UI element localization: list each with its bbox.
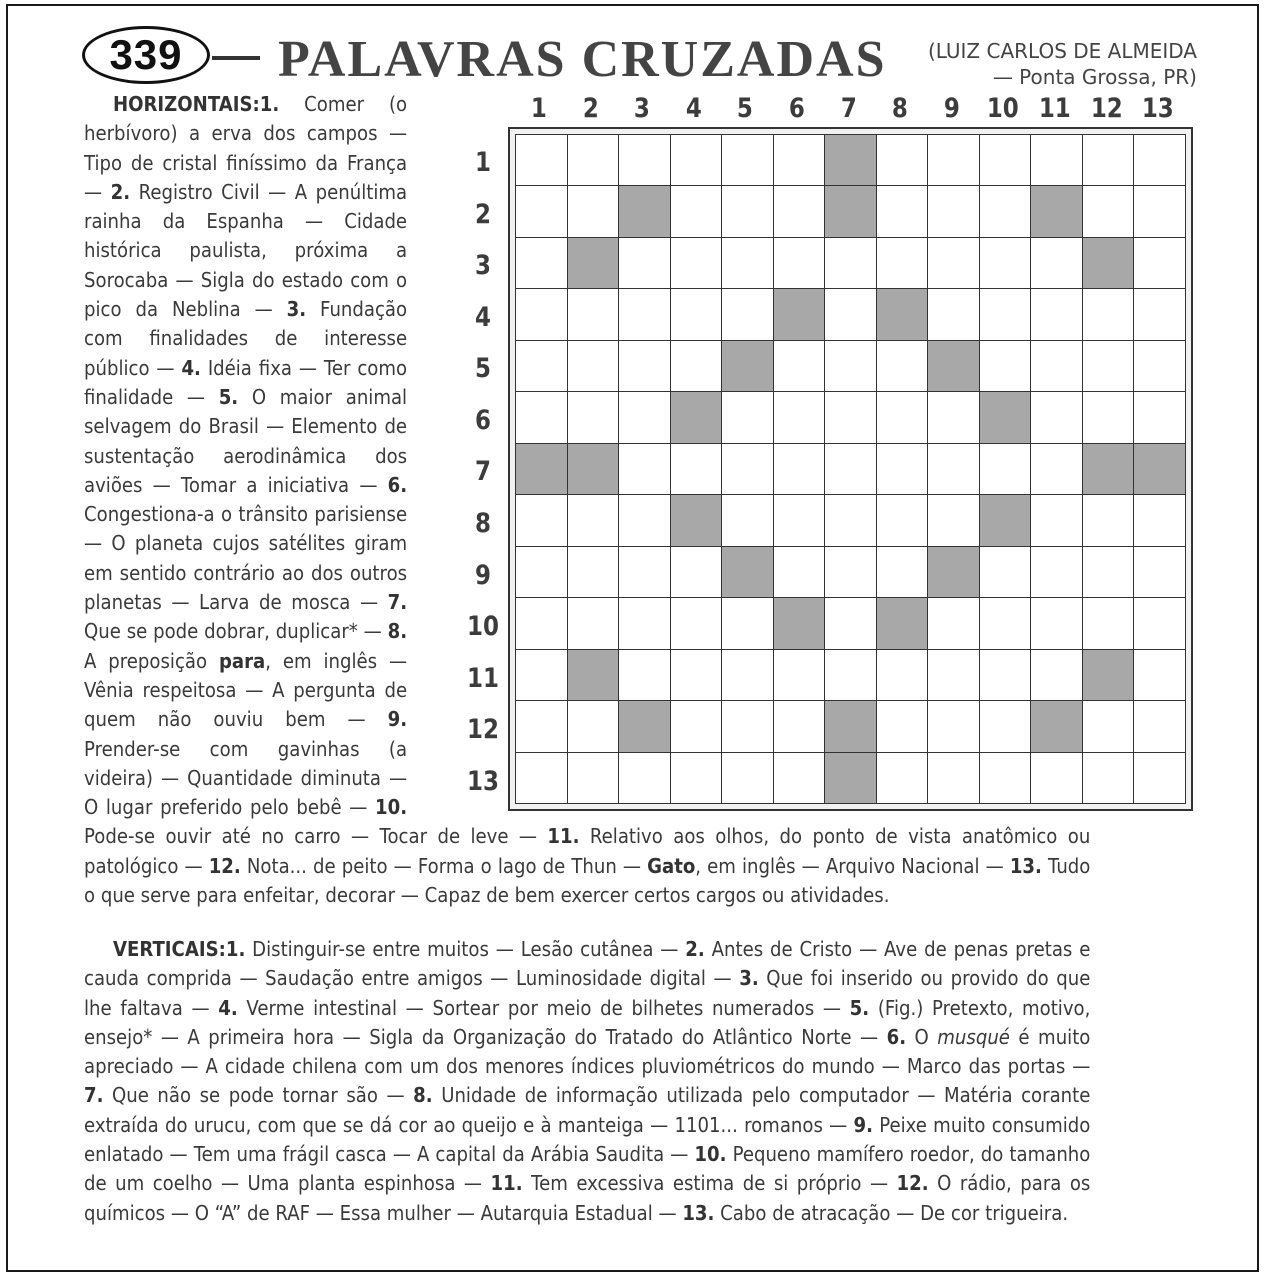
grid-column-number: 6 — [788, 93, 805, 124]
clue-number: 4. — [181, 355, 201, 380]
grid-row-number: 7 — [475, 456, 491, 488]
clue-text: Que foi inserido ou provido do que lhe faltava — — [84, 966, 1091, 1020]
clue-number: 2. — [685, 937, 705, 961]
clue-text: Tem excessiva estima de si próprio — — [522, 1171, 897, 1196]
clue-text: Unidade de informação utilizada pelo computador — Matéria corante extraída do urucu, com que se dá cor ao queijo e à manteiga — 1101... romanos — — [84, 1083, 1091, 1137]
clue-text: , em inglês — Arquivo Nacional — — [695, 853, 1010, 878]
clue-text: Registro Civil — A penúltima rainha da Espanha — Cidade histórica paulista, próxima a Sorocaba — Sigla do estado com o pico da Neblina — — [84, 179, 408, 322]
clue-text: é muito apreciado — A cidade chilena com um dos menores índices pluviométricos do mundo — Marco das portas — — [84, 1024, 1091, 1079]
author-location: — Ponta Grossa, PR) — [992, 65, 1197, 89]
clue-number: 13. — [682, 1200, 715, 1225]
grid-column-number: 11 — [1038, 93, 1071, 124]
clue-text: O — [906, 1024, 938, 1049]
grid-cell[interactable] — [1134, 186, 1186, 237]
grid-cell[interactable] — [1083, 598, 1135, 649]
clue-text: Fundação com finalidades de interesse público — — [84, 297, 408, 380]
clue-text: Pequeno mamífero roedor, do tamanho de um coelho — Uma planta espinhosa — — [84, 1142, 1091, 1196]
grid-column-number: 9 — [943, 93, 960, 124]
clue-text: Verme intestinal — Sortear por meio de bilhetes numerados — — [237, 995, 850, 1020]
grid-cell[interactable] — [1134, 135, 1186, 186]
grid-cell[interactable] — [1134, 753, 1186, 804]
grid-column-number: 5 — [737, 93, 754, 124]
grid-cell[interactable] — [1134, 392, 1186, 443]
clue-number: 5. — [218, 384, 239, 409]
grid-row-number: 4 — [475, 301, 491, 333]
page-title: PALAVRAS CRUZADAS — [278, 31, 887, 88]
grid-row-number: 9 — [475, 559, 491, 591]
grid-cell[interactable] — [1083, 392, 1135, 443]
clue-text: (Fig.) Pretexto, motivo, ensejo* — A primeira hora — Sigla da Organização do Tratado do Atlântico Norte — — [84, 995, 1091, 1049]
clue-text: Idéia fixa — Ter como finalidade — — [84, 355, 408, 409]
clue-number: 10. — [375, 795, 408, 820]
clue-text: Distinguir-se entre muitos — Lesão cutânea — — [245, 937, 686, 961]
grid-column-number: 4 — [685, 93, 702, 124]
grid-cell[interactable] — [1134, 650, 1186, 701]
clue-number: 6. — [886, 1024, 907, 1049]
grid-row-number: 3 — [475, 250, 491, 282]
grid-row-number: 2 — [475, 198, 491, 230]
grid-block-cell — [1083, 444, 1135, 495]
horizontal-heading: HORIZONTAIS: — [112, 92, 260, 116]
grid-block-cell — [1134, 444, 1186, 495]
clue-number: 9. — [387, 707, 408, 732]
author-name: (LUIZ CARLOS DE ALMEIDA — [927, 39, 1197, 63]
clue-text: Cabo de atracação — De cor trigueira. — [714, 1200, 1069, 1225]
grid-row-number: 6 — [475, 404, 491, 436]
vertical-clues — [84, 935, 1090, 1228]
title-dash — [212, 56, 260, 60]
grid-column-number: 7 — [840, 93, 857, 124]
clue-number: 11. — [547, 824, 580, 849]
grid-cell[interactable] — [1134, 701, 1186, 752]
grid-row-number: 8 — [475, 507, 491, 539]
grid-cell[interactable] — [1134, 495, 1186, 546]
clue-number: 12. — [896, 1171, 929, 1196]
grid-cell[interactable] — [1083, 547, 1135, 598]
grid-cell[interactable] — [1083, 135, 1135, 186]
clue-number: 7. — [387, 590, 408, 615]
grid-cell[interactable] — [1134, 341, 1186, 392]
grid-block-cell — [1083, 238, 1135, 289]
author-credit — [928, 38, 1197, 90]
clue-number: 5. — [849, 995, 870, 1020]
grid-cell[interactable] — [1134, 238, 1186, 289]
grid-row-number: 13 — [467, 765, 499, 797]
grid-cell[interactable] — [1083, 701, 1135, 752]
clue-text: Antes de Cristo — Ave de penas pretas e cauda comprida — Saudação entre amigos — Luminosidade digital — — [84, 937, 1091, 991]
clue-emphasis: musqué — [937, 1024, 1010, 1049]
puzzle-number-badge: 339 — [82, 26, 210, 84]
clue-emphasis: para — [218, 648, 266, 673]
clue-text: Que se pode dobrar, duplicar* — — [84, 619, 388, 644]
horizontal-clues — [84, 90, 1090, 910]
clue-number: 2. — [110, 179, 131, 204]
grid-cell[interactable] — [1134, 598, 1186, 649]
clue-text: Nota... de peito — Forma o lago de Thun — — [240, 853, 648, 878]
clue-text: Relativo aos olhos, do ponto de vista anatômico ou patológico — — [84, 824, 1091, 878]
grid-row-number: 12 — [467, 714, 499, 746]
grid-column-number: 13 — [1142, 93, 1175, 124]
grid-row-number: 10 — [467, 611, 499, 643]
grid-cell[interactable] — [1083, 186, 1135, 237]
grid-column-number: 12 — [1090, 93, 1123, 124]
clue-number: 4. — [218, 995, 238, 1020]
clue-number: 1. — [259, 92, 280, 116]
grid-block-cell — [1083, 650, 1135, 701]
grid-cell[interactable] — [1134, 547, 1186, 598]
clue-number: 3. — [739, 966, 759, 991]
clue-text: Peixe muito consumido enlatado — Tem uma frágil casca — A capital da Arábia Saudita — — [84, 1112, 1091, 1167]
grid-cell[interactable] — [1083, 753, 1135, 804]
clue-number: 10. — [694, 1142, 727, 1167]
clue-text: O maior animal selvagem do Brasil — Elemento de sustentação aerodinâmica dos aviões — Tomar a iniciativa — — [84, 384, 408, 497]
clue-number: 6. — [387, 472, 408, 497]
clue-text: Congestiona-a o trânsito parisiense — O planeta cujos satélites giram em sentido contrário ao dos outros planetas — Larva de mosca — — [84, 502, 408, 615]
clue-text: Que não se pode tornar são — — [103, 1083, 414, 1108]
clue-text: , em inglês — Vênia respeitosa — A pergunta de quem não ouviu bem — — [84, 648, 408, 732]
clue-text: Prender-se com gavinhas (a videira) — Quantidade diminuta — O lugar preferido pelo bebê — — [84, 736, 408, 820]
grid-row-number: 11 — [467, 662, 499, 694]
clue-emphasis: Gato — [647, 853, 696, 878]
grid-column-number: 8 — [892, 93, 909, 124]
clue-text: A preposição — [84, 648, 219, 673]
grid-column-number: 10 — [987, 93, 1020, 124]
vertical-heading: VERTICAIS: — [112, 937, 226, 961]
grid-column-number: 1 — [530, 93, 547, 124]
clue-text: Comer (o herbívoro) a erva dos campos — Tipo de cristal finíssimo da França — — [84, 92, 408, 204]
clue-text: O rádio, para os químicos — O “A” de RAF — Essa mulher — Autarquia Estadual — — [84, 1171, 1091, 1225]
clue-number: 13. — [1009, 853, 1042, 878]
clue-number: 8. — [387, 619, 408, 644]
grid-row-number: 5 — [475, 353, 491, 385]
clue-number: 9. — [853, 1112, 873, 1137]
grid-cell[interactable] — [1083, 341, 1135, 392]
grid-cell[interactable] — [1083, 495, 1135, 546]
clue-number: 11. — [490, 1171, 523, 1196]
grid-column-number: 2 — [582, 93, 599, 124]
grid-space — [416, 90, 1090, 821]
clue-text: Pode-se ouvir até no carro — Tocar de leve — — [84, 824, 548, 849]
clue-number: 7. — [84, 1083, 104, 1108]
grid-cell[interactable] — [1134, 289, 1186, 340]
grid-cell[interactable] — [1083, 289, 1135, 340]
clue-text: Tudo o que serve para enfeitar, decorar — Capaz de bem exercer certos cargos ou atividades. — [84, 853, 1091, 908]
clue-number: 12. — [208, 853, 241, 878]
clue-number: 1. — [225, 937, 246, 961]
grid-column-number: 3 — [634, 93, 651, 124]
clue-number: 8. — [413, 1083, 433, 1108]
clue-number: 3. — [286, 297, 307, 322]
grid-row-number: 1 — [475, 147, 491, 179]
